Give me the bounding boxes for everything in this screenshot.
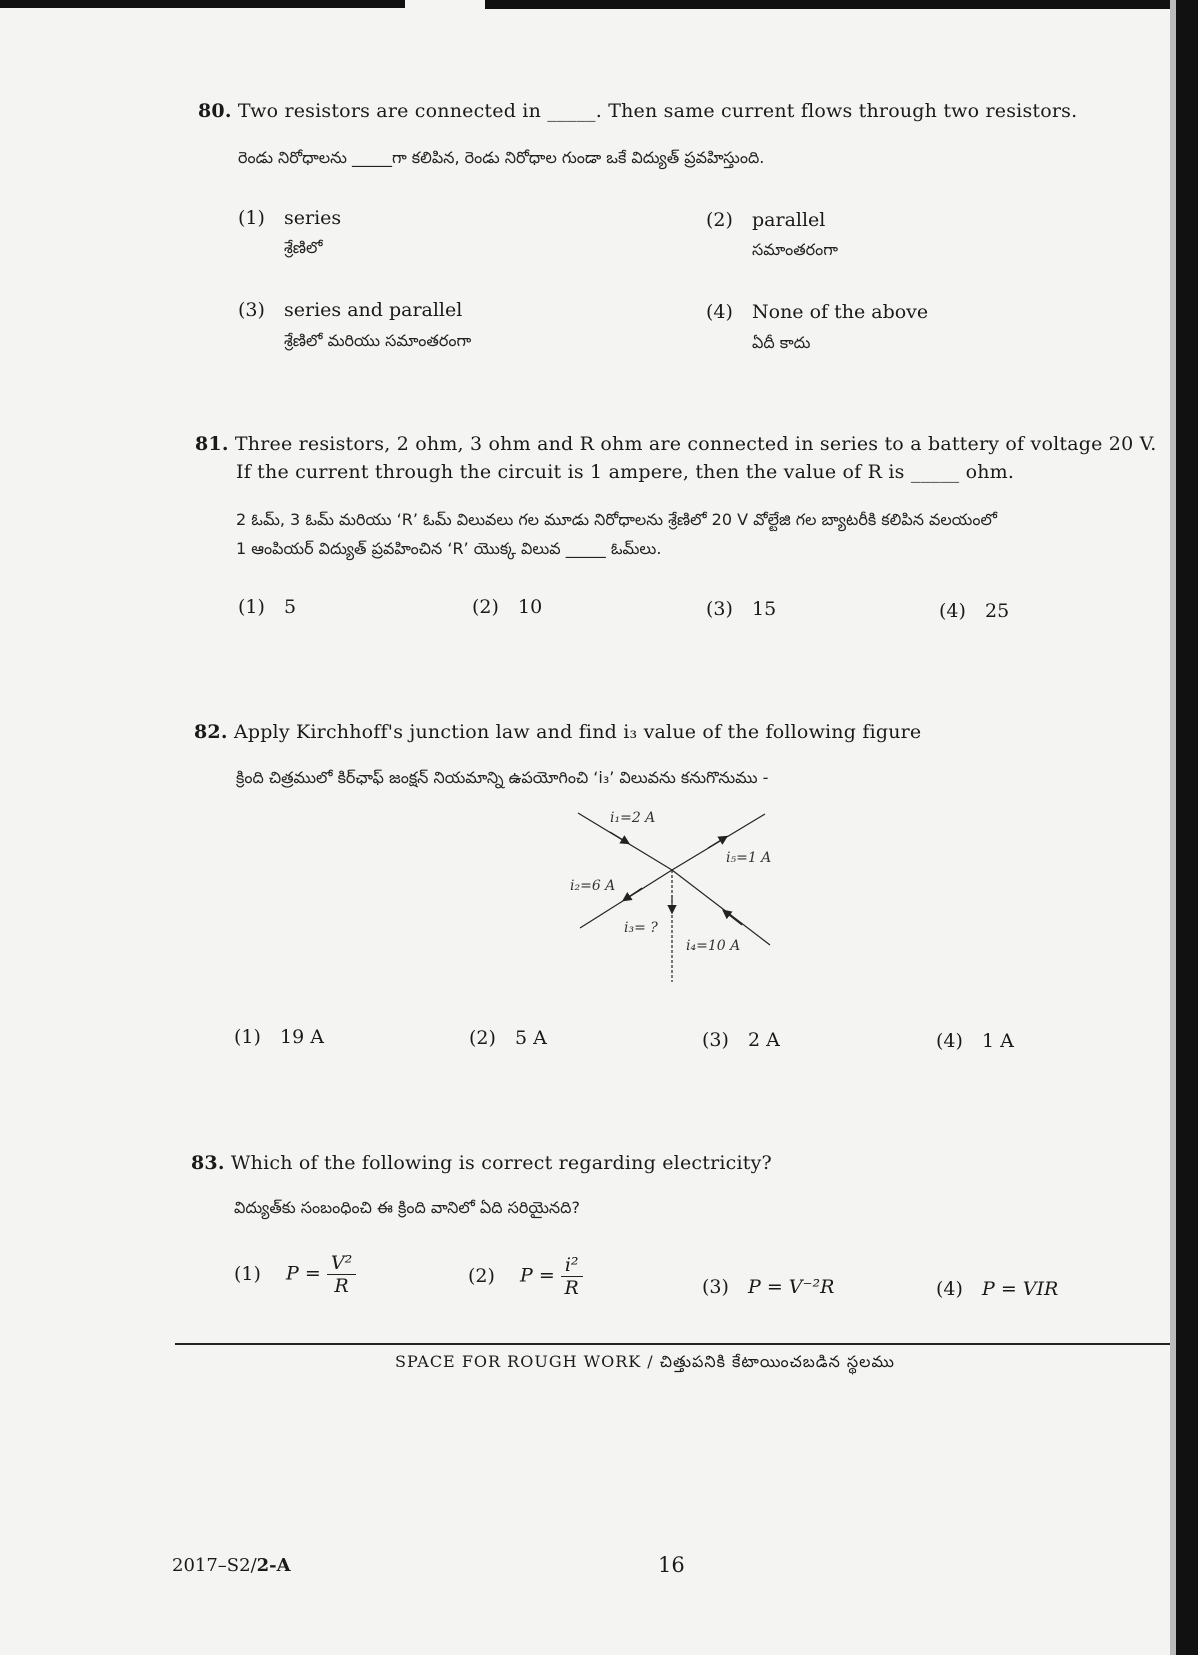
q81-option-4[interactable] [939, 600, 1009, 622]
option-number: (3) [702, 1276, 729, 1298]
fraction-denominator: R [564, 1277, 579, 1299]
option-number: (2) [706, 209, 733, 231]
q82-english: Apply Kirchhoff's junction law and find i₃ value of the following figure [233, 721, 922, 743]
label-i1: i₁=2 A [610, 810, 656, 826]
option-text: 19 A [280, 1026, 324, 1048]
q80-option-1-telugu: శ్రేణిలో [284, 238, 323, 257]
label-i4: i₄=10 A [686, 938, 741, 954]
q81-telugu-1: 2 ఓమ్, 3 ఓమ్ మరియు ‘R’ ఓమ్ విలువలు గల మూడు నిరోధాలను శ్రేణిలో 20 V వోల్టేజి గల బ్యాటరీకి కలిపిన వలయంలో [236, 510, 997, 529]
option-text: 1 A [982, 1030, 1014, 1052]
q80-option-2-telugu: సమాంతరంగా [752, 240, 839, 259]
option-number: (3) [702, 1029, 729, 1051]
q80-option-3-telugu: శ్రేణిలో మరియు సమాంతరంగా [284, 331, 472, 350]
option-number: (3) [238, 299, 265, 321]
q81-english-2: If the current through the circuit is 1 ampere, then the value of R is _____ ohm. [236, 461, 1015, 483]
q83-number: 83. [191, 1152, 225, 1174]
q83-telugu: విద్యుత్‌కు సంబంధించి ఈ క్రింది వానిలో ఏది సరియైనది? [234, 1198, 580, 1217]
page-number: 16 [658, 1553, 685, 1577]
q80-option-4-telugu: ఏదీ కాదు [752, 333, 811, 352]
option-number: (1) [234, 1262, 261, 1285]
fraction-numerator: i² [561, 1254, 583, 1277]
q81-telugu-2: 1 ఆంపియర్ విద్యుత్ ప్రవహించిన ‘R’ యొక్క విలువ _____ ఓమ్‌లు. [236, 539, 662, 558]
scan-border-top-right [485, 0, 1198, 9]
q80-english: Two resistors are connected in _____. Then same current flows through two resistors. [237, 100, 1078, 122]
option-number: (4) [936, 1030, 963, 1052]
option-number: (4) [939, 600, 966, 622]
q80-option-4[interactable] [706, 301, 928, 323]
q83-option-1[interactable] [234, 1252, 356, 1297]
label-i5: i₅=1 A [726, 850, 772, 866]
option-text: 25 [985, 600, 1010, 622]
q80-option-3[interactable] [238, 299, 462, 321]
arrow-i1 [610, 832, 628, 843]
option-number: (2) [468, 1264, 495, 1287]
scan-border-right [1176, 0, 1198, 1655]
q82-option-4[interactable] [936, 1030, 1014, 1052]
option-text: 5 [284, 596, 297, 618]
kirchhoff-junction-figure [560, 800, 800, 990]
formula: P = V⁻²R [748, 1276, 835, 1298]
paper-code [172, 1555, 291, 1576]
option-text: parallel [752, 209, 826, 231]
arrow-i2 [624, 888, 642, 900]
formula-fraction [327, 1252, 356, 1297]
q82-option-1[interactable] [234, 1026, 324, 1048]
q83-option-3[interactable] [702, 1276, 834, 1298]
option-text: 5 A [515, 1027, 547, 1049]
q80-option-2[interactable] [706, 209, 825, 231]
rough-work-divider [175, 1343, 1170, 1345]
scan-border-top-left [0, 0, 405, 8]
q80-option-1[interactable] [238, 207, 341, 229]
q82-option-2[interactable] [469, 1027, 547, 1049]
q81-option-2[interactable] [472, 596, 542, 618]
q81-option-3[interactable] [706, 598, 776, 620]
wire-i4 [672, 870, 770, 945]
q83-option-2[interactable] [468, 1254, 583, 1299]
paper-code-set: 2-A [256, 1555, 291, 1576]
q80-telugu: రెండు నిరోధాలను _____గా కలిపిన, రెండు నిరోధాల గుండా ఒకే విద్యుత్ ప్రవహిస్తుంది. [238, 148, 765, 167]
formula-lhs: P = [520, 1264, 555, 1287]
q81-text-line-1 [195, 433, 1156, 455]
label-i2: i₂=6 A [570, 878, 616, 894]
rough-work-label: SPACE FOR ROUGH WORK / చిత్తుపనికి కేటాయించబడిన స్థలము [395, 1352, 895, 1371]
formula-lhs: P = [286, 1262, 321, 1285]
q80-text [198, 100, 1077, 122]
option-number: (4) [706, 301, 733, 323]
arrow-i4 [724, 911, 742, 925]
option-number: (2) [469, 1027, 496, 1049]
option-number: (2) [472, 596, 499, 618]
fraction-numerator: V² [327, 1252, 356, 1275]
option-text: series [284, 207, 342, 229]
option-text: 15 [752, 598, 777, 620]
option-text: series and parallel [284, 299, 463, 321]
q82-option-3[interactable] [702, 1029, 780, 1051]
arrow-i5 [708, 837, 726, 848]
option-number: (1) [234, 1026, 261, 1048]
option-number: (3) [706, 598, 733, 620]
option-number: (4) [936, 1278, 963, 1300]
q83-english: Which of the following is correct regarding electricity? [230, 1152, 772, 1174]
q81-english-1: Three resistors, 2 ohm, 3 ohm and R ohm are connected in series to a battery of voltage 20 V. [234, 433, 1157, 455]
fraction-denominator: R [334, 1275, 349, 1297]
option-number: (1) [238, 596, 265, 618]
paper-code-prefix: 2017–S2/ [172, 1555, 257, 1576]
q83-text [191, 1152, 772, 1174]
q82-text [194, 721, 921, 743]
option-number: (1) [238, 207, 265, 229]
q82-telugu: క్రింది చిత్రములో కిర్‌ఛాఫ్ జంక్షన్ నియమాన్ని ఉపయోగించి ‘i₃’ విలువను కనుగొనుము - [236, 768, 769, 787]
q80-number: 80. [198, 100, 232, 122]
formula: P = VIR [982, 1278, 1059, 1300]
q81-number: 81. [195, 433, 229, 455]
q82-number: 82. [194, 721, 228, 743]
option-text: 2 A [748, 1029, 780, 1051]
option-text: None of the above [752, 301, 929, 323]
q81-option-1[interactable] [238, 596, 296, 618]
q83-option-4[interactable] [936, 1278, 1058, 1300]
label-i3: i₃= ? [624, 920, 658, 936]
formula-fraction [561, 1254, 583, 1299]
option-text: 10 [518, 596, 543, 618]
